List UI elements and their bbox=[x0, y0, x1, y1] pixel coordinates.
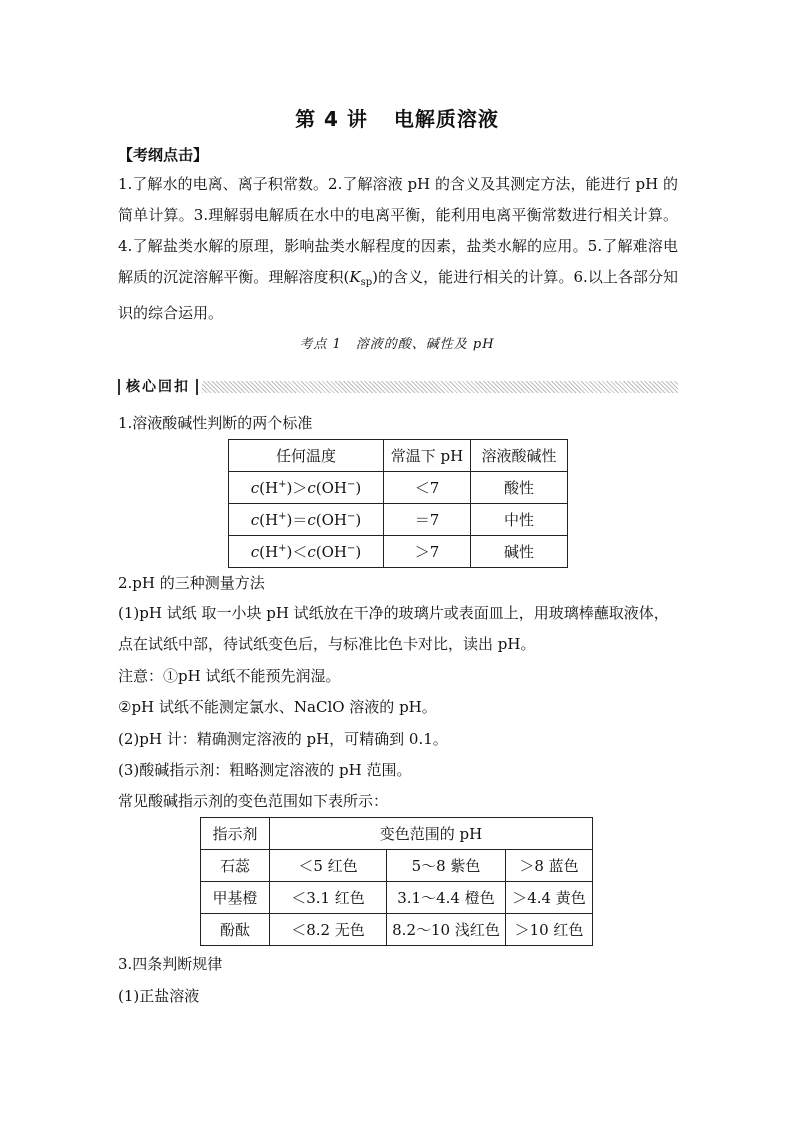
header-cell: 指示剂 bbox=[201, 818, 270, 850]
paragraph-ph-paper-2: 点在试纸中部，待试纸变色后，与标准比色卡对比，读出 pH。 bbox=[118, 635, 536, 653]
header-cell: 溶液酸碱性 bbox=[471, 440, 568, 472]
kaodian-heading: 考点 1 溶液的酸、碱性及 pH bbox=[299, 337, 495, 352]
range-cell: ＞8 蓝色 bbox=[506, 850, 593, 882]
page-title bbox=[0, 103, 794, 132]
section-label: 核心回扣 bbox=[118, 379, 198, 395]
indicator-name-cell: 甲基橙 bbox=[201, 882, 270, 914]
paragraph-table-intro: 常见酸碱指示剂的变色范围如下表所示： bbox=[118, 792, 389, 810]
section-stripe bbox=[202, 381, 678, 393]
header-cell: 变色范围的 pH bbox=[270, 818, 593, 850]
heading-2: 2.pH 的三种测量方法 bbox=[118, 574, 265, 592]
acidity-table bbox=[228, 439, 568, 568]
heading-1: 1.溶液酸碱性判断的两个标准 bbox=[118, 414, 313, 432]
range-cell: ＜5 红色 bbox=[270, 850, 387, 882]
indicator-table bbox=[200, 817, 593, 946]
paragraph-ph-paper-1: (1)pH 试纸 取一小块 pH 试纸放在干净的玻璃片或表面皿上，用玻璃棒蘸取液体， bbox=[118, 604, 669, 622]
range-cell: 5～8 紫色 bbox=[387, 850, 506, 882]
table-row bbox=[229, 504, 568, 536]
lecture-title: 电解质溶液 bbox=[393, 107, 499, 131]
paragraph-ph-meter: (2)pH 计：精确测定溶液的 pH，可精确到 0.1。 bbox=[118, 730, 448, 748]
condition-cell: c(H+)＝c(OH−) bbox=[229, 504, 384, 536]
kaogang-paragraph bbox=[118, 169, 678, 329]
nature-cell: 酸性 bbox=[471, 472, 568, 504]
indicator-name-cell: 石蕊 bbox=[201, 850, 270, 882]
range-cell: ＜8.2 无色 bbox=[270, 914, 387, 946]
range-cell: ＜3.1 红色 bbox=[270, 882, 387, 914]
range-cell: ＞4.4 黄色 bbox=[506, 882, 593, 914]
heading-3: 3.四条判断规律 bbox=[118, 955, 223, 973]
table-row bbox=[229, 536, 568, 568]
paragraph-indicator: (3)酸碱指示剂：粗略测定溶液的 pH 范围。 bbox=[118, 761, 412, 779]
ph-cell: ＜7 bbox=[384, 472, 471, 504]
ph-cell: ＞7 bbox=[384, 536, 471, 568]
table-header-row bbox=[229, 440, 568, 472]
section-bar bbox=[118, 377, 678, 397]
paragraph-normal-salt: (1)正盐溶液 bbox=[118, 987, 200, 1005]
header-cell: 任何温度 bbox=[229, 440, 384, 472]
nature-cell: 碱性 bbox=[471, 536, 568, 568]
note-2: ②pH 试纸不能测定氯水、NaClO 溶液的 pH。 bbox=[118, 698, 437, 716]
condition-cell: c(H+)＜c(OH−) bbox=[229, 536, 384, 568]
table-row bbox=[201, 882, 593, 914]
kaogang-text-1: 1.了解水的电离、离子积常数。2.了解溶液 pH 的含义及其测定方法，能进行 pH 的简单计算。3.理解弱电解质在水中的电离平衡，能利用电离平衡常数进行相关计算。4.了解盐类水解的原理，影响盐类水解程度的因素，盐类水解的应用。5.了解难溶电解质的沉淀溶解平衡。理解溶度积( bbox=[118, 175, 678, 286]
ph-cell: ＝7 bbox=[384, 504, 471, 536]
indicator-name-cell: 酚酞 bbox=[201, 914, 270, 946]
table-row bbox=[201, 914, 593, 946]
table-row bbox=[229, 472, 568, 504]
range-cell: ＞10 红色 bbox=[506, 914, 593, 946]
range-cell: 3.1～4.4 橙色 bbox=[387, 882, 506, 914]
kaogang-text-2: )的含义，能进行相关的计算。6.以上各部分知识的综合运用。 bbox=[118, 268, 678, 322]
ksp-symbol: K bbox=[349, 268, 361, 286]
table-header-row bbox=[201, 818, 593, 850]
kaogang-heading: 【考纲点击】 bbox=[118, 146, 209, 164]
ksp-subscript: sp bbox=[360, 277, 373, 288]
note-1: 注意：①pH 试纸不能预先润湿。 bbox=[118, 667, 341, 685]
range-cell: 8.2～10 浅红色 bbox=[387, 914, 506, 946]
condition-cell: c(H+)＞c(OH−) bbox=[229, 472, 384, 504]
nature-cell: 中性 bbox=[471, 504, 568, 536]
lecture-number: 第 4 讲 bbox=[295, 107, 368, 131]
header-cell: 常温下 pH bbox=[384, 440, 471, 472]
table-row bbox=[201, 850, 593, 882]
